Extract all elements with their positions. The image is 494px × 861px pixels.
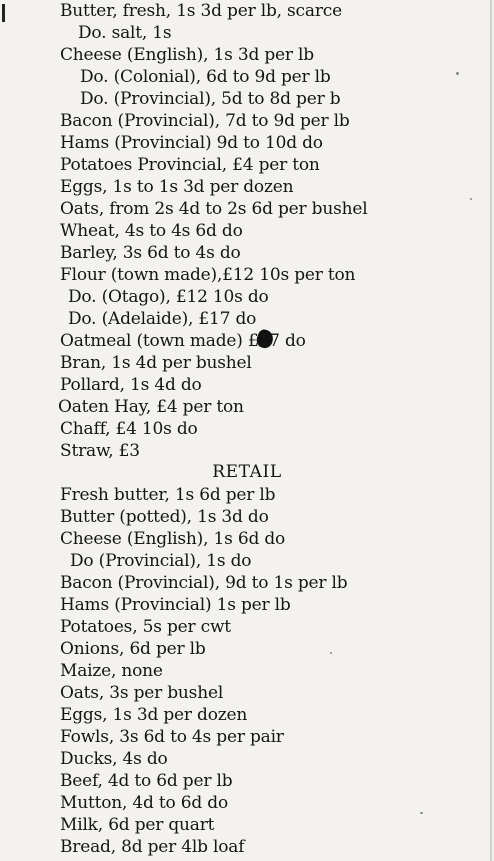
list-item: Bread, 8d per 4lb loaf	[60, 837, 245, 857]
list-item: Fresh butter, 1s 6d per lb	[60, 485, 276, 505]
list-item: Butter (potted), 1s 3d do	[60, 507, 269, 527]
list-item: Beef, 4d to 6d per lb	[60, 771, 233, 791]
list-item: Eggs, 1s 3d per dozen	[60, 705, 248, 725]
list-item: Do (Provincial), 1s do	[70, 551, 252, 571]
column-rule-left	[2, 4, 5, 22]
list-item: Onions, 6d per lb	[60, 639, 206, 659]
list-item: Ducks, 4s do	[60, 749, 168, 769]
list-item: Cheese (English), 1s 6d do	[60, 529, 286, 549]
list-item: Bacon (Provincial), 7d to 9d per lb	[60, 111, 350, 131]
list-item: Do. (Provincial), 5d to 8d per b	[80, 89, 341, 109]
list-item: Eggs, 1s to 1s 3d per dozen	[60, 177, 294, 197]
list-item: Bran, 1s 4d per bushel	[60, 353, 252, 373]
list-item: Oaten Hay, £4 per ton	[58, 397, 244, 417]
list-item: Straw, £3	[60, 441, 140, 461]
list-item: Flour (town made),£12 10s per ton	[60, 265, 356, 285]
list-item: Milk, 6d per quart	[60, 815, 215, 835]
list-item: Potatoes Provincial, £4 per ton	[60, 155, 320, 175]
ink-speck	[420, 812, 423, 814]
list-item: Chaff, £4 10s do	[60, 419, 198, 439]
retail-heading: RETAIL	[212, 462, 282, 482]
list-item: Potatoes, 5s per cwt	[60, 617, 231, 637]
list-item: Bacon (Provincial), 9d to 1s per lb	[60, 573, 348, 593]
ink-speck	[330, 652, 332, 654]
list-item: Pollard, 1s 4d do	[60, 375, 202, 395]
list-item: Do. (Colonial), 6d to 9d per lb	[80, 67, 331, 87]
list-item: Fowls, 3s 6d to 4s per pair	[60, 727, 284, 747]
column-rule-right	[490, 0, 492, 861]
list-item: Do. (Adelaide), £17 do	[68, 309, 257, 329]
list-item: Wheat, 4s to 4s 6d do	[60, 221, 243, 241]
list-item: Oats, from 2s 4d to 2s 6d per bushel	[60, 199, 368, 219]
list-item: Do. (Otago), £12 10s do	[68, 287, 269, 307]
list-item: Oats, 3s per bushel	[60, 683, 224, 703]
ink-speck	[470, 198, 472, 200]
list-item: Butter, fresh, 1s 3d per lb, scarce	[60, 1, 342, 21]
list-item: Barley, 3s 6d to 4s do	[60, 243, 241, 263]
list-item: Hams (Provincial) 9d to 10d do	[60, 133, 323, 153]
list-item: Oatmeal (town made) £17 do	[60, 331, 306, 351]
list-item: Mutton, 4d to 6d do	[60, 793, 229, 813]
list-item: Cheese (English), 1s 3d per lb	[60, 45, 314, 65]
list-item: Hams (Provincial) 1s per lb	[60, 595, 291, 615]
list-item: Maize, none	[60, 661, 163, 681]
ink-speck	[456, 72, 459, 75]
list-item: Do. salt, 1s	[78, 23, 172, 43]
